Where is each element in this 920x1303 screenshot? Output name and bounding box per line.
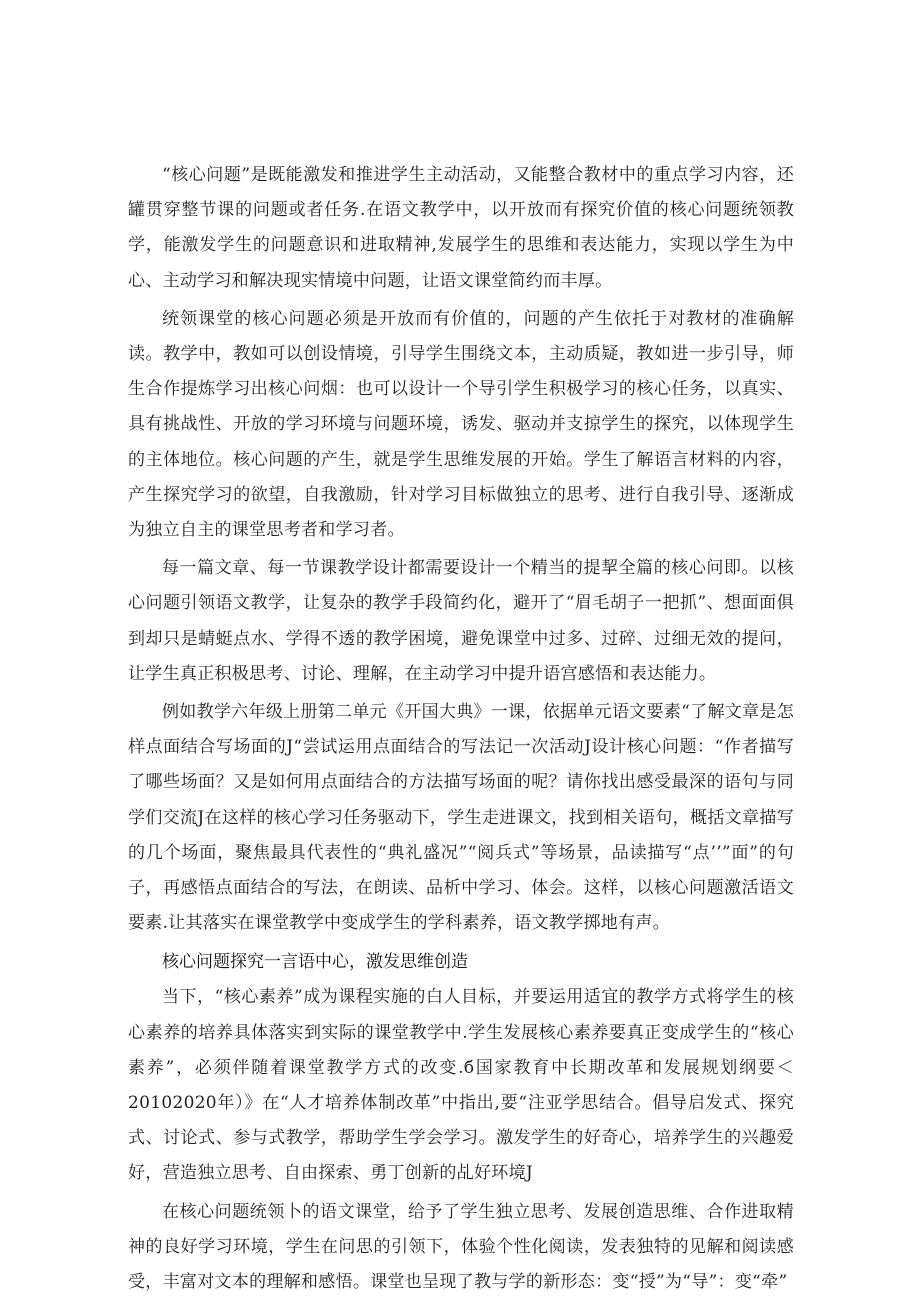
paragraph-lesson-design: 每一篇文章、每一节课教学设计都需要设计一个精当的提挈全篇的核心问即。以核心问题引领语文教学，让复杂的教学手段简约化，避开了“眉毛胡子一把抓”、想面面俱到却只是蜻蜓点水、学得不透的教学困境，避免课堂中过多、过碎、过细无效的提问，让学生真正积极思考、讨论、理解，在主动学习中提升语宫感悟和表达能力。 [128,558,794,684]
paragraph-core-question-definition: “核心问题”是既能激发和推进学生主动活动，又能整合教材中的重点学习内容，还罐贯穿整节课的问题或者任务.在语文教学中，以开放而有探究价值的核心问题统领教学，能激发学生的问题意识和进取精神,发展学生的思维和表达能力，实现以学生为中心、主动学习和解决现实情境中问题，让语文课堂简约而丰厚。 [128,165,794,291]
section-heading: 核心问题探究一言语中心，激发思维创造 [162,952,468,973]
document-body [128,158,794,1303]
paragraph-core-literacy: 当下，“核心素养”成为课程实施的白人目标，并要运用适宜的教学方式将学生的核心素养的培养具体落实到实际的课堂教学中.学生发展核心素养要真正变成学生的“核心素养”，必须伴随着课堂教学方式的改变.б国家教育中长期改革和发展规划纲要＜20102020年）》在“人才培养体制改革”中指出,要“注亚学思结合。倡导启发式、探究式、讨论式、参与式教学，帮助学生学会学习。激发学生的好奇心，培养学生的兴趣爱好，营造独立思考、自由探索、勇丁创新的乩好环境J [128,987,794,1184]
paragraph-core-question-origin: 统领课堂的核心问题必须是开放而有价值的，问题的产生依托于对教材的准确解读。教学中，教如可以创设情境，引导学生围绕文本，主动质疑，教如进一步引导，师生合作提炼学习出核心问烟：也可以设计一个导引学生积极学习的核心任务，以真实、具有挑战性、开放的学习环境与问题环境，诱发、驱动并支掠学生的探究，以体现学生的主体地位。核心问题的产生，就是学生思维发展的开始。学生了解语言材料的内容，产生探究学习的欲望，自我激励，针对学习目标做独立的思考、进行自我引导、逐渐成为独立自主的课堂思考者和学习者。 [128,308,794,541]
paragraph-classroom-environment: 在核心问题统领卜的语文课堂，给予了学生独立思考、发展创造思维、合作进取精神的良好学习环境，学生在问思的引领下，体验个性化阅读，发表独特的见解和阅读感受，丰富对文本的理解和感悟。课堂也呈现了教与学的新形态：变“授”为“导”：变“牵” [128,1201,794,1293]
paragraph-example-lesson: 例如教学六年级上册第二单元《开国大典》一课，依据单元语文要素“了解文章是怎样点面结合写场面的J“尝试运用点面结合的写法记一次活动J设计核心问题：“作者描写了哪些场面？又是如何用点面结合的方法描写场面的呢？请你找出感受最深的语句与同学们交流J在这样的核心学习任务驱动下，学生走进课文，找到相关语句，概括文章描写的几个场面，聚焦最具代表性的“典礼盛况”“阅兵式”等场景，品读描写“点’’”面”的句子，再感悟点面结合的写法，在朗读、品析中学习、体会。这样，以核心问题激活语文要素.让其落实在课堂教学中变成学生的学科素养，语文教学掷地有声。 [128,702,794,934]
